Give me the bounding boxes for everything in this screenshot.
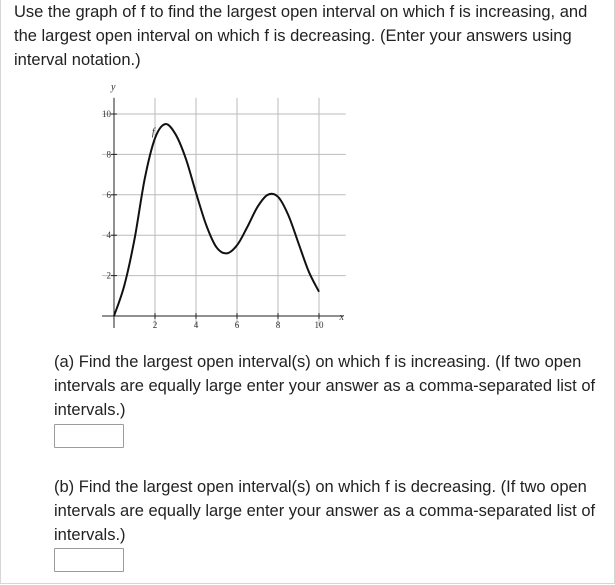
x-tick-label: 4 <box>193 320 199 330</box>
y-tick-label: 8 <box>106 149 111 160</box>
part-b-prompt: (b) Find the largest open interval(s) on which f is decreasing. (If two open intervals are equally large enter your answer as a comma-separated list of intervals.) <box>54 478 596 544</box>
curve-label: f <box>151 127 155 139</box>
part-a-prompt: (a) Find the largest open interval(s) on which f is increasing. (If two open intervals are equally large enter your answer as a comma-separated list of intervals.) <box>54 353 596 419</box>
function-curve <box>114 124 319 316</box>
x-tick-label: 6 <box>234 320 240 330</box>
part-a-answer-input[interactable] <box>54 424 124 448</box>
x-tick-label: 8 <box>275 320 281 330</box>
x-axis-label: x <box>339 312 344 323</box>
part-b-answer-input[interactable] <box>54 548 124 572</box>
y-tick-label: 6 <box>106 189 111 200</box>
function-graph <box>80 78 370 340</box>
x-tick-label: 10 <box>314 320 324 330</box>
problem-intro: Use the graph of f to find the largest open interval on which f is increasing, and the largest open interval on which f is decreasing. (Enter your answers using interval notation.) <box>14 3 588 69</box>
y-axis-label: y <box>111 81 116 93</box>
x-tick-label: 2 <box>152 320 158 330</box>
y-tick-label: 10 <box>102 109 111 119</box>
y-tick-label: 4 <box>106 230 111 241</box>
y-tick-label: 2 <box>106 270 111 281</box>
